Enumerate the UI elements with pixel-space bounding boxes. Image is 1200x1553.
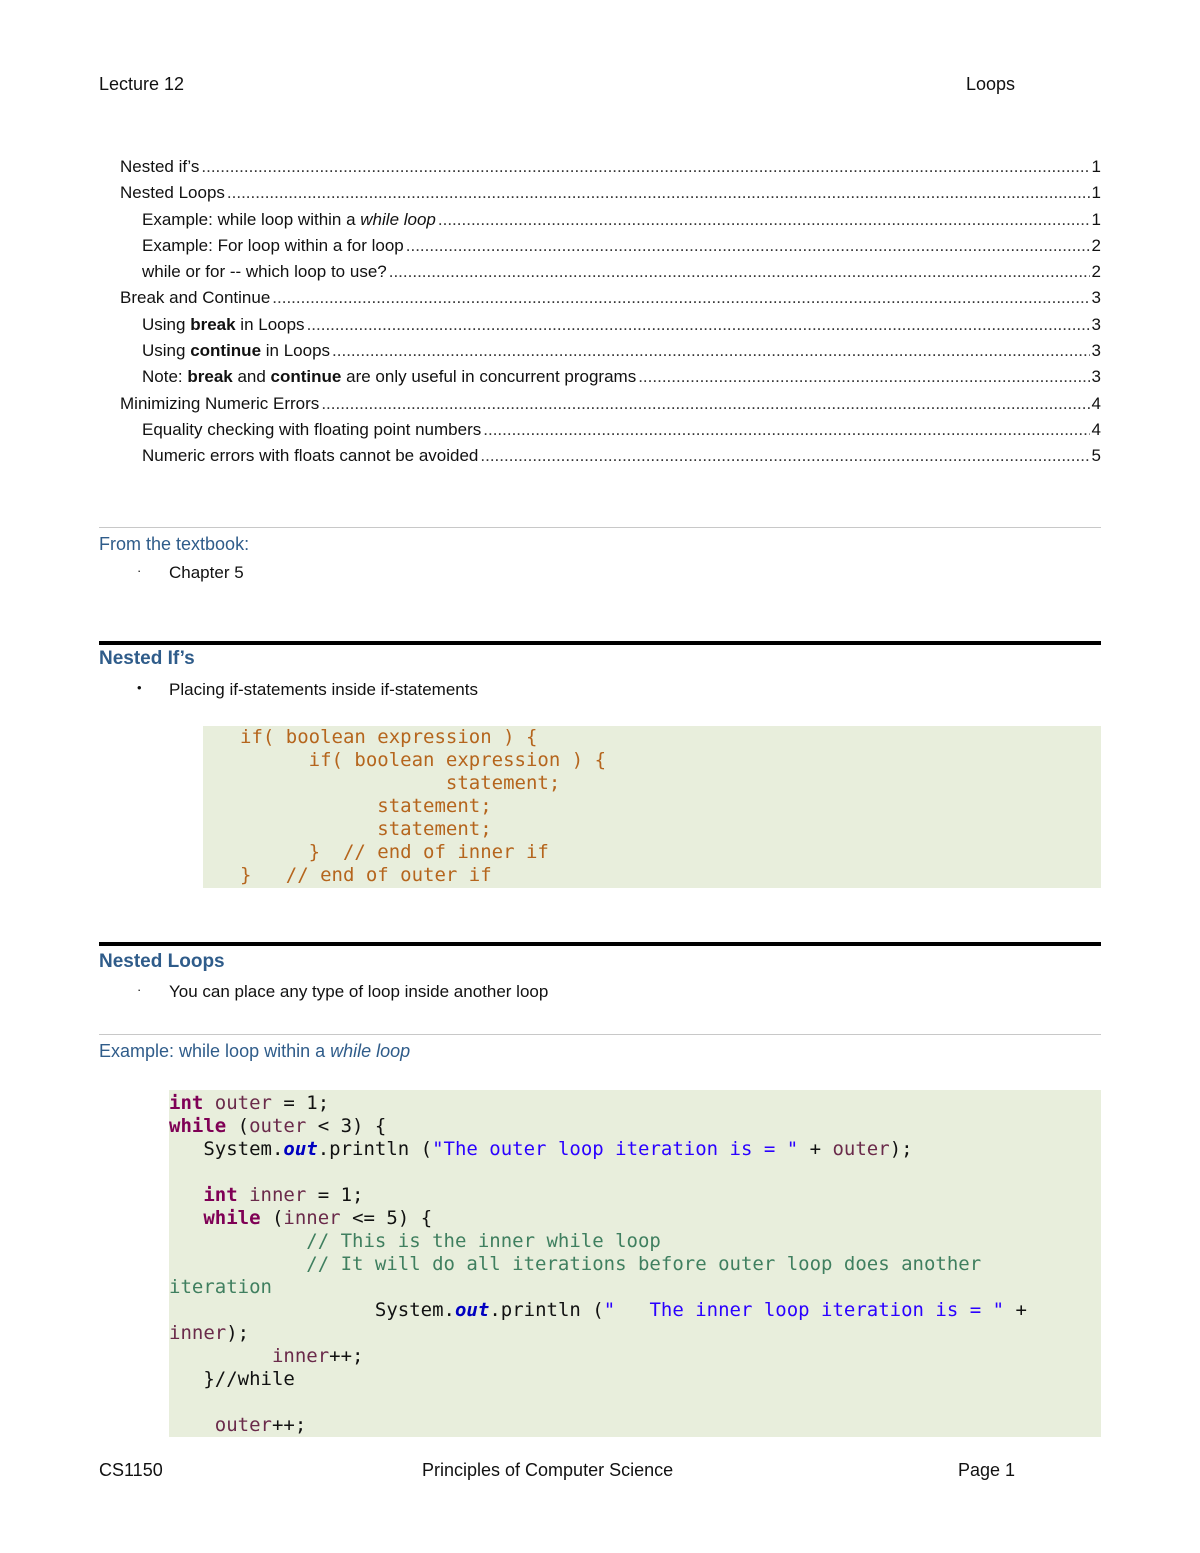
- code-token: );: [226, 1322, 250, 1344]
- code-token: < 3) {: [306, 1115, 387, 1137]
- nested-loops-bullet-item: [137, 982, 549, 1002]
- example-heading-text: Example: while loop within a: [99, 1041, 331, 1061]
- toc-entry[interactable]: [120, 446, 1101, 472]
- toc-entry[interactable]: [120, 394, 1101, 420]
- toc-title-part: Example: while loop within a: [142, 209, 361, 229]
- code-line: [169, 1092, 1101, 1115]
- code-token: // It will do all iterations before outer loop does another: [169, 1253, 982, 1275]
- toc-title-part: Nested if’s: [120, 157, 200, 176]
- toc-leader-dots: [483, 420, 1089, 440]
- code-line: } // end of inner if: [240, 841, 549, 863]
- code-line: if( boolean expression ) {: [240, 749, 607, 771]
- nested-loops-bullet-text: You can place any type of loop inside another loop: [169, 982, 549, 1001]
- toc-page-number: 4: [1091, 419, 1101, 439]
- toc-title-part: break: [190, 314, 236, 334]
- nested-loops-heading: Nested Loops: [99, 951, 225, 972]
- toc-title-part: Using: [142, 341, 191, 361]
- code-line: [169, 1391, 1101, 1414]
- textbook-heading: From the textbook:: [99, 534, 250, 554]
- toc-title-part: while loop: [360, 209, 436, 229]
- code-token: out: [454, 1299, 490, 1321]
- section-rule: [99, 641, 1101, 645]
- toc-title-part: Using: [142, 314, 191, 334]
- code-token: +: [798, 1138, 833, 1160]
- toc-title-part: Minimizing Numeric Errors: [120, 393, 320, 413]
- code-token: = 1;: [271, 1092, 330, 1114]
- code-line: [169, 1138, 1101, 1161]
- code-line: [169, 1230, 1101, 1253]
- textbook-bullet-text: Chapter 5: [169, 563, 244, 582]
- code-token: ++;: [329, 1345, 364, 1367]
- toc-page-number: 3: [1091, 314, 1101, 334]
- code-token: int: [169, 1092, 204, 1114]
- code-token: [169, 1391, 180, 1413]
- code-token: <= 5) {: [340, 1207, 433, 1229]
- bullet-dot: ·: [137, 563, 142, 578]
- footer-title: Principles of Computer Science: [422, 1460, 674, 1480]
- nested-if-code-block: [203, 726, 1101, 888]
- code-token: }//while: [169, 1368, 295, 1390]
- code-token: (: [226, 1115, 250, 1137]
- toc-title-part: in Loops: [235, 314, 305, 334]
- toc-entry[interactable]: [120, 157, 1101, 183]
- toc-entry-title: [120, 157, 199, 177]
- nested-ifs-bullet-item: [137, 680, 478, 700]
- toc-title-part: Numeric errors with floats cannot be avoided: [142, 446, 479, 466]
- toc-title-part: and: [232, 367, 271, 387]
- header-right: Loops: [966, 74, 1016, 94]
- table-of-contents: [120, 157, 1101, 473]
- code-token: inner: [283, 1207, 341, 1229]
- toc-entry-title: [142, 315, 305, 335]
- code-token: [169, 1161, 180, 1183]
- code-line: [169, 1184, 1101, 1207]
- toc-title-part: break: [187, 367, 233, 387]
- toc-title-part: Nested Loops: [120, 183, 225, 203]
- toc-entry-title: [142, 262, 387, 282]
- code-token: while: [169, 1115, 227, 1137]
- code-token: [169, 1207, 203, 1229]
- toc-page-number: 2: [1091, 235, 1101, 255]
- toc-title-part: Note:: [142, 367, 188, 387]
- toc-title-part: Equality checking with floating point numbers: [142, 419, 482, 439]
- code-line: [169, 1207, 1101, 1230]
- code-line: [169, 1253, 1101, 1276]
- code-token: );: [889, 1138, 913, 1160]
- nested-ifs-heading: Nested If’s: [99, 648, 195, 669]
- toc-title-part: are only useful in concurrent programs: [341, 367, 637, 387]
- toc-page-number: 1: [1091, 183, 1101, 203]
- toc-title-part: continue: [190, 341, 262, 361]
- example-heading-italic: while loop: [330, 1041, 411, 1061]
- code-token: ++;: [271, 1414, 307, 1436]
- code-line: statement;: [240, 795, 492, 817]
- code-token: [169, 1414, 215, 1436]
- toc-title-part: in Loops: [261, 341, 331, 361]
- code-line: [169, 1161, 1101, 1184]
- toc-entry-title: [142, 446, 478, 466]
- toc-entry-title: [142, 236, 404, 256]
- code-token: System.: [169, 1299, 455, 1321]
- toc-entry-title: [120, 183, 225, 203]
- toc-page-number: 3: [1091, 341, 1101, 361]
- toc-entry[interactable]: [120, 236, 1101, 262]
- toc-entry[interactable]: [120, 183, 1101, 209]
- toc-entry-title: [142, 341, 330, 361]
- toc-title-part: continue: [270, 367, 342, 387]
- example-while-heading: [99, 1041, 410, 1062]
- toc-page-number: 4: [1091, 393, 1101, 413]
- toc-leader-dots: [406, 236, 1090, 256]
- code-token: [169, 1345, 272, 1367]
- toc-entry-title: [120, 394, 319, 414]
- code-line: [169, 1414, 1101, 1437]
- code-line: } // end of outer if: [240, 864, 492, 886]
- toc-leader-dots: [438, 210, 1090, 230]
- toc-page-number: 1: [1091, 157, 1101, 176]
- section-divider: [99, 527, 1101, 528]
- toc-leader-dots: [332, 341, 1090, 361]
- toc-entry[interactable]: [120, 420, 1101, 446]
- footer-course: CS1150: [99, 1460, 163, 1480]
- toc-entry-title: [142, 367, 636, 387]
- bullet-dot: ·: [137, 982, 142, 997]
- toc-title-part: Break and Continue: [120, 288, 271, 308]
- code-token: (: [260, 1207, 284, 1229]
- code-token: out: [283, 1138, 318, 1160]
- code-token: iteration: [169, 1276, 272, 1298]
- code-line: [169, 1299, 1101, 1322]
- section-divider: [99, 1034, 1101, 1035]
- code-token: outer: [214, 1414, 272, 1436]
- toc-entry-title: [142, 420, 481, 440]
- toc-page-number: 3: [1091, 288, 1101, 308]
- toc-entry-title: [120, 288, 270, 308]
- textbook-bullet-item: [137, 563, 244, 583]
- code-token: // This is the inner while loop: [169, 1230, 661, 1252]
- footer-page: Page 1: [958, 1460, 1016, 1480]
- code-line: [169, 1345, 1101, 1368]
- toc-leader-dots: [272, 288, 1089, 308]
- code-token: .println (: [317, 1138, 433, 1160]
- toc-entry[interactable]: [120, 341, 1101, 367]
- code-token: while: [203, 1207, 261, 1229]
- toc-title-part: while or for -- which loop to use?: [142, 262, 387, 282]
- toc-entry[interactable]: [120, 210, 1101, 236]
- code-token: "The outer loop iteration is = ": [432, 1138, 799, 1160]
- toc-entry-title: [142, 210, 436, 230]
- toc-leader-dots: [480, 446, 1089, 466]
- section-rule: [99, 942, 1101, 946]
- code-token: " The inner loop iteration is = ": [603, 1299, 1005, 1321]
- code-line: if( boolean expression ) {: [240, 726, 538, 748]
- toc-entry[interactable]: [120, 262, 1101, 288]
- toc-entry[interactable]: [120, 367, 1101, 393]
- toc-page-number: 3: [1091, 367, 1101, 387]
- code-line: [169, 1322, 1101, 1345]
- header-left: Lecture 12: [99, 74, 185, 94]
- toc-entry[interactable]: [120, 288, 1101, 314]
- code-token: outer: [203, 1092, 272, 1114]
- nested-while-code-block: [169, 1090, 1101, 1437]
- toc-leader-dots: [321, 394, 1089, 414]
- code-token: System.: [169, 1138, 284, 1160]
- code-token: outer: [249, 1115, 307, 1137]
- toc-entry[interactable]: [120, 315, 1101, 341]
- code-line: statement;: [240, 818, 492, 840]
- code-token: .println (: [489, 1299, 604, 1321]
- toc-page-number: 2: [1091, 262, 1101, 282]
- toc-leader-dots: [307, 315, 1090, 335]
- toc-page-number: 1: [1091, 209, 1101, 229]
- toc-leader-dots: [227, 183, 1090, 203]
- nested-ifs-bullet-text: Placing if-statements inside if-statements: [169, 680, 478, 699]
- code-token: +: [1004, 1299, 1027, 1321]
- toc-leader-dots: [389, 262, 1090, 282]
- code-token: int: [203, 1184, 238, 1206]
- toc-leader-dots: [638, 367, 1089, 387]
- toc-page-number: 5: [1091, 446, 1101, 466]
- code-line: statement;: [240, 772, 561, 794]
- code-token: inner: [169, 1322, 227, 1344]
- code-token: [169, 1184, 203, 1206]
- toc-leader-dots: [201, 157, 1089, 177]
- code-line: [169, 1368, 1101, 1391]
- code-line: [169, 1276, 1101, 1299]
- code-token: inner: [237, 1184, 307, 1206]
- code-line: [169, 1115, 1101, 1138]
- code-token: inner: [271, 1345, 330, 1367]
- code-token: outer: [832, 1138, 890, 1160]
- code-token: = 1;: [306, 1184, 364, 1206]
- bullet-dot: •: [137, 680, 142, 695]
- toc-title-part: Example: For loop within a for loop: [142, 235, 404, 255]
